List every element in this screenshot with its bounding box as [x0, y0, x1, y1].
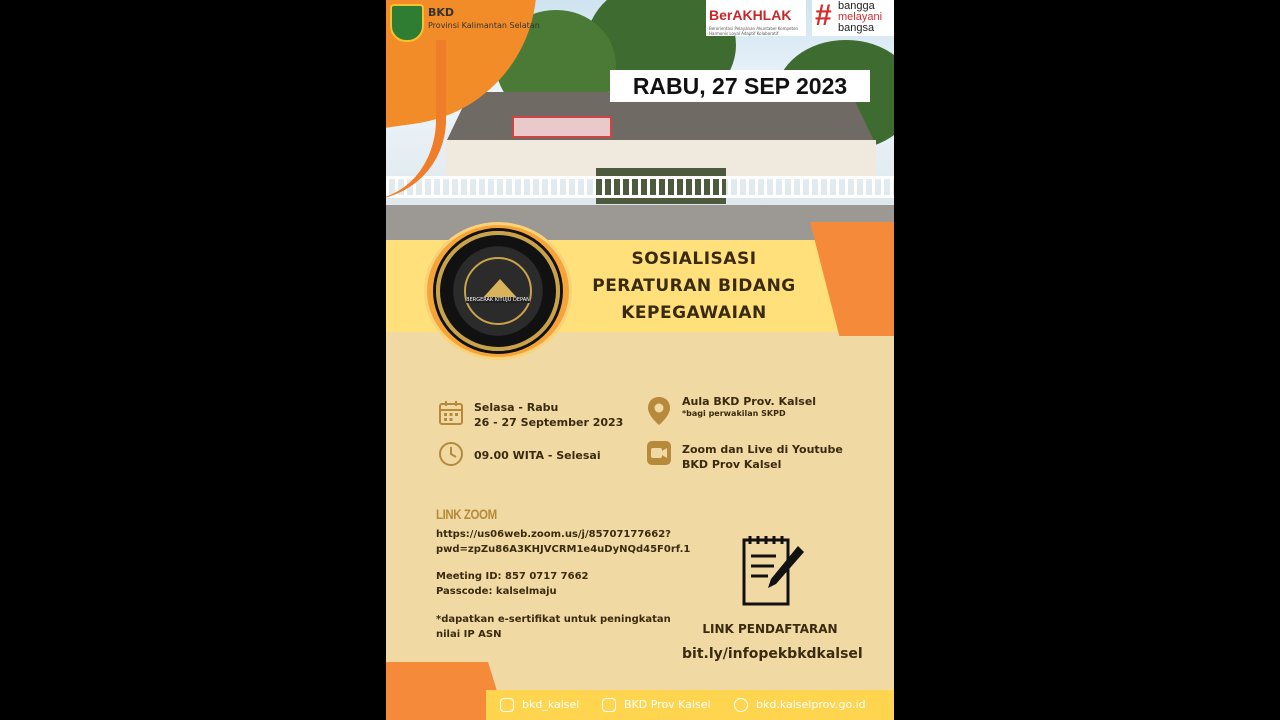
location-pin-icon	[646, 396, 672, 426]
certificate-note-1: *dapatkan e-sertifikat untuk peningkatan	[436, 614, 671, 625]
kalsel-emblem-icon	[390, 4, 424, 42]
schedule-days: Selasa - Rabu	[474, 401, 559, 414]
zoom-heading: LINK ZOOM	[436, 506, 497, 522]
online-line-2: BKD Prov Kalsel	[682, 458, 782, 471]
zoom-url-line-2[interactable]: pwd=zpZu86A3KHJVCRM1e4uDyNQd45F0rf.1	[436, 544, 691, 555]
berakhlak-label: BerAKHLAK	[709, 7, 792, 23]
schedule-dates: 26 - 27 September 2023	[474, 416, 624, 429]
bangga-line-2: melayani	[838, 11, 883, 23]
bangga-line-3: bangsa	[838, 22, 875, 34]
location-note: *bagi perwakilan SKPD	[682, 409, 786, 418]
zoom-meeting-id: Meeting ID: 857 0717 7662	[436, 571, 589, 582]
online-line-1: Zoom dan Live di Youtube	[682, 443, 843, 456]
core-asn-badge-icon	[436, 231, 560, 351]
badge-text: BERGERAK KITUJU DEPAN	[466, 297, 530, 303]
bangga-hash: #	[815, 0, 832, 32]
footer-youtube[interactable]: BKD Prov Kalsel	[624, 698, 711, 711]
event-date: RABU, 27 SEP 2023	[632, 73, 848, 99]
org-full-name: Provinsi Kalimantan Selatan	[428, 21, 540, 30]
registration-link[interactable]: bit.ly/infopekbkdkalsel	[682, 646, 863, 662]
footer-instagram[interactable]: bkd_kalsel	[522, 698, 580, 711]
bangga-line-1: bangga	[838, 0, 875, 12]
registration-label: LINK PENDAFTARAN	[702, 622, 838, 636]
instagram-icon	[500, 698, 514, 712]
org-short-name: BKD	[428, 6, 455, 19]
globe-icon	[734, 698, 748, 712]
event-poster	[386, 0, 894, 720]
calendar-icon	[438, 400, 464, 426]
clock-icon	[438, 441, 464, 467]
schedule-time: 09.00 WITA - Selesai	[474, 449, 601, 462]
event-date-box	[610, 70, 870, 102]
clipboard-pen-icon	[740, 532, 806, 608]
berakhlak-logo	[706, 0, 806, 36]
location-place: Aula BKD Prov. Kalsel	[682, 395, 817, 408]
zoom-url-line-1[interactable]: https://us06web.zoom.us/j/85707177662?	[436, 529, 671, 540]
video-camera-icon	[646, 440, 672, 466]
certificate-note-2: nilai IP ASN	[436, 629, 502, 640]
event-title: SOSIALISASI PERATURAN BIDANG KEPEGAWAIAN	[592, 249, 796, 323]
youtube-icon	[602, 698, 616, 712]
footer-website[interactable]: bkd.kalselprov.go.id	[756, 698, 866, 711]
building-photo	[386, 0, 894, 240]
zoom-passcode: Passcode: kalselmaju	[436, 586, 557, 597]
berakhlak-tagline: Berorientasi Pelayanan Akuntabel Kompeten Harmonis Loyal Adaptif Kolaboratif	[709, 26, 799, 36]
bangga-melayani-logo	[812, 0, 894, 36]
